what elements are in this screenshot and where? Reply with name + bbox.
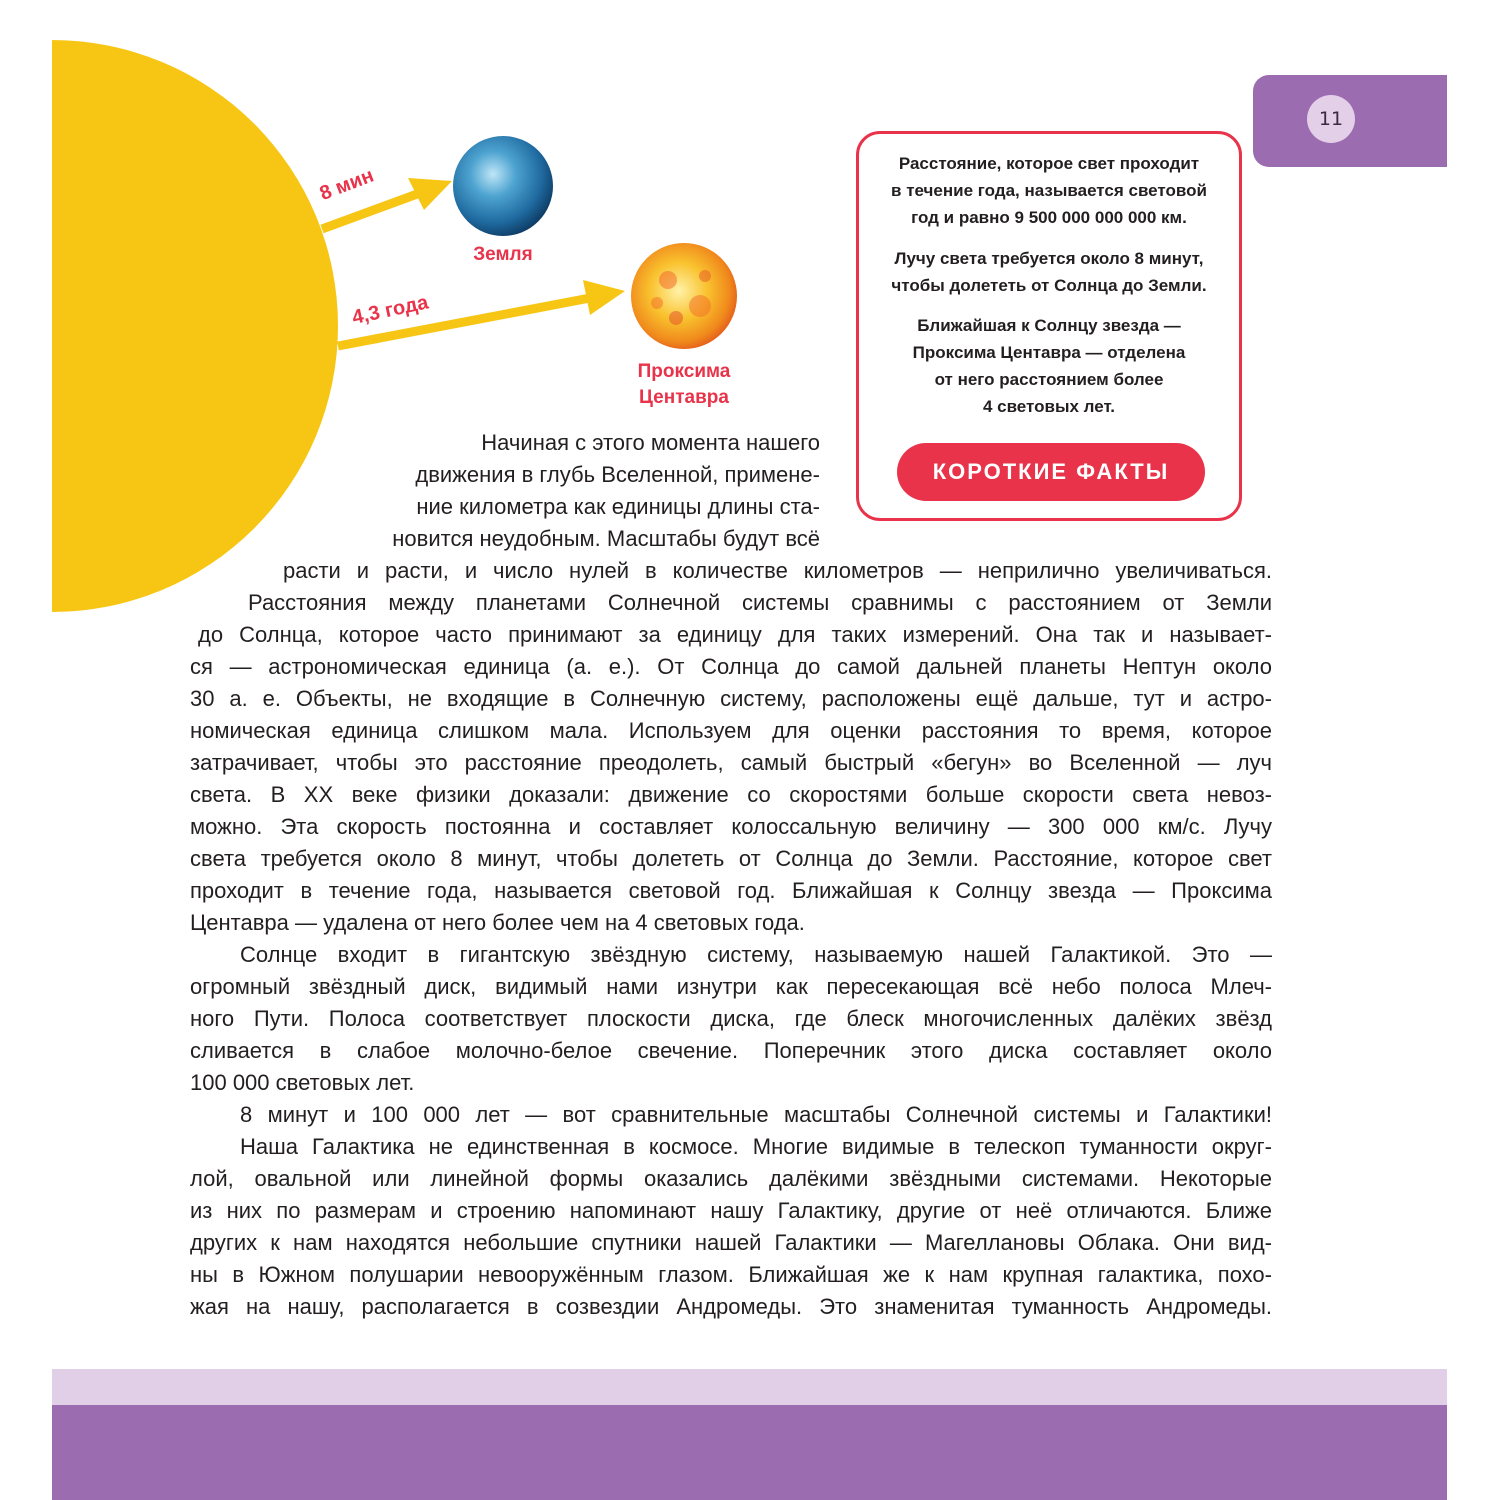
body-line: других к нам находятся небольшие спутники нашей Галактики — Магеллановы Облака. Они вид- — [190, 1230, 1272, 1255]
body-line: ны в Южном полушарии невооружённым глазом. Ближайшая же к нам крупная галактика, похо- — [190, 1262, 1272, 1287]
arrow-proxima-label: 4,3 года — [350, 291, 431, 330]
proxima-label — [614, 359, 754, 411]
fact-line: чтобы долететь от Солнца до Земли. — [891, 276, 1207, 295]
body-line: ся — астрономическая единица (а. е.). От Солнца до самой дальней планеты Нептун около — [190, 654, 1272, 679]
body-line: Солнце входит в гигантскую звёздную систему, называемую нашей Галактикой. Это — — [240, 942, 1272, 967]
body-line: 100 000 световых лет. — [190, 1070, 415, 1095]
proxima-label-line: Центавра — [639, 387, 729, 408]
intro-line: Начиная с этого момента нашего — [481, 430, 820, 455]
page-number-tab — [1253, 75, 1447, 167]
body-line: 30 а. е. Объекты, не входящие в Солнечную систему, расположены ещё дальше, тут и астро- — [190, 686, 1272, 711]
proxima-label-line: Проксима — [637, 361, 731, 382]
footer-band-dark — [52, 1405, 1447, 1500]
body-line: из них по размерам и строению напоминают нашу Галактику, другие от неё отличаются. Ближе — [190, 1198, 1272, 1223]
short-facts-box — [856, 131, 1242, 521]
body-line: ного Пути. Полоса соответствует плоскости диска, где блеск многочисленных далёких звёзд — [190, 1006, 1272, 1031]
fact-line: от него расстоянием более — [934, 370, 1164, 389]
fact-line: в течение года, называется световой — [891, 181, 1207, 200]
body-line: огромный звёздный диск, видимый нами изнутри как пересекающая всё небо полоса Млеч- — [190, 974, 1272, 999]
intro-line: движения в глубь Вселенной, примене- — [415, 462, 820, 487]
body-line: затрачивает, чтобы это расстояние преодолеть, самый быстрый «бегун» во Вселенной — луч — [190, 750, 1272, 775]
body-line: Центавра — удалена от него более чем на 4 световых года. — [190, 910, 805, 935]
distance-diagram — [0, 0, 800, 420]
fact-line: Проксима Центавра — отделена — [912, 343, 1186, 362]
footer-band-light — [52, 1369, 1447, 1405]
body-line: 8 минут и 100 000 лет — вот сравнительные масштабы Солнечной системы и Галактики! — [240, 1102, 1272, 1127]
intro-line: ние километра как единицы длины ста- — [416, 494, 820, 519]
fact-line: 4 световых лет. — [982, 397, 1116, 416]
earth-planet — [453, 136, 553, 236]
body-line: Расстояния между планетами Солнечной системы сравнимы с расстоянием от Земли — [248, 590, 1272, 615]
body-line: номическая единица слишком мала. Используем для оценки расстояния то время, которое — [190, 718, 1272, 743]
fact-line: Ближайшая к Солнцу звезда — — [917, 316, 1181, 335]
fact-light-year — [875, 150, 1223, 231]
body-line: сливается в слабое молочно-белое свечение. Поперечник этого диска составляет около — [190, 1038, 1272, 1063]
fact-proxima — [875, 312, 1223, 420]
body-line: света. В XX веке физики доказали: движение со скоростями больше скорости света невоз- — [190, 782, 1272, 807]
body-line: жая на нашу, располагается в созвездии Андромеды. Это знаменитая туманность Андромеды. — [190, 1294, 1272, 1319]
fact-line: Лучу света требуется около 8 минут, — [894, 249, 1204, 268]
earth-label: Земля — [473, 244, 533, 265]
body-line: можно. Эта скорость постоянна и составляет колоссальную величину — 300 000 км/с. Лучу — [190, 814, 1272, 839]
fact-line: Расстояние, которое свет проходит — [898, 154, 1200, 173]
body-line: лой, овальной или линейной формы оказались далёкими звёздными системами. Некоторые — [190, 1166, 1272, 1191]
fact-line: год и равно 9 500 000 000 000 км. — [911, 208, 1187, 227]
body-line: света требуется около 8 минут, чтобы долететь от Солнца до Земли. Расстояние, которое свет — [190, 846, 1272, 871]
intro-line: новится неудобным. Масштабы будут всё — [392, 526, 820, 551]
fact-light-travel — [875, 245, 1223, 299]
arrow-earth-label: 8 мин — [316, 164, 377, 206]
body-line: до Солнца, которое часто принимают за единицу для таких измерений. Она так и называет- — [198, 622, 1272, 647]
proxima-star — [631, 243, 737, 349]
body-line: проходит в течение года, называется световой год. Ближайшая к Солнцу звезда — Проксима — [190, 878, 1272, 903]
body-line: расти и расти, и число нулей в количестве километров — неприлично увеличиваться. — [283, 558, 1272, 583]
body-line: Наша Галактика не единственная в космосе. Многие видимые в телескоп туманности округ- — [240, 1134, 1272, 1159]
short-facts-badge: КОРОТКИЕ ФАКТЫ — [897, 443, 1205, 501]
page-number: 11 — [1307, 95, 1355, 143]
